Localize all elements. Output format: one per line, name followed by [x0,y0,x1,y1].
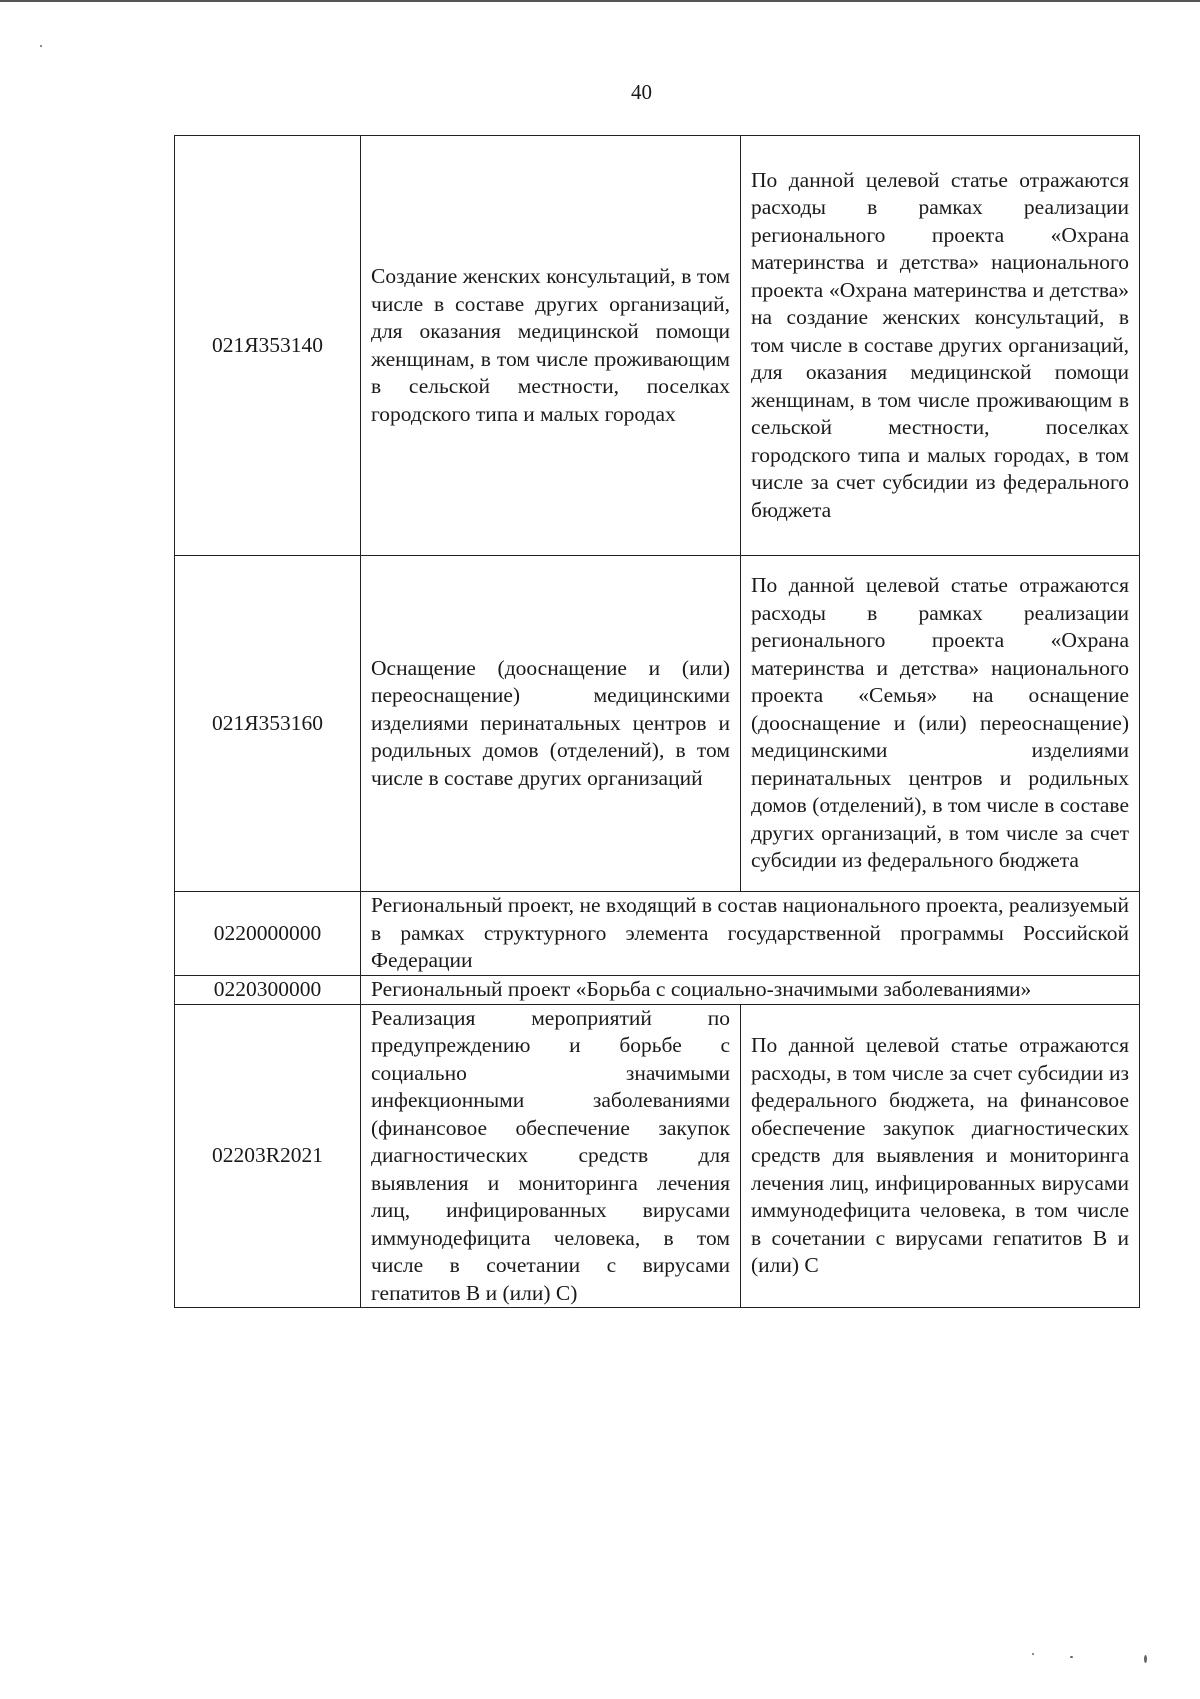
table-row [175,976,1140,1005]
table-row [175,892,1140,976]
target-name: Оснащение (дооснащение и (или) переоснащение) медицинскими изделиями перинатальных центров и родильных домов (отделений), в том числе в составе других организаций [361,556,741,892]
target-code: 0220000000 [175,892,361,976]
page-top-edge [0,0,1200,2]
target-code: 021Я353140 [175,136,361,556]
target-code: 021Я353160 [175,556,361,892]
project-title: Региональный проект, не входящий в состав национального проекта, реализуемый в рамках структурного элемента государственной программы Российской Федерации [361,892,1140,976]
scan-speck [1032,1653,1034,1655]
scan-speck [1070,1656,1073,1658]
project-title: Региональный проект «Борьба с социально-значимыми заболеваниями» [361,976,1140,1005]
budget-classification-table [174,135,1140,1308]
target-name: Создание женских консультаций, в том числе в составе других организаций, для оказания медицинской помощи женщинам, в том числе проживающим в сельской местности, поселках городского типа и малых городах [361,136,741,556]
scan-speck [1144,1655,1147,1663]
scan-speck [40,45,42,47]
table-row [175,1004,1140,1308]
target-description: По данной целевой статье отражаются расходы в рамках реализации регионального проекта «Охрана материнства и детства» национального проекта «Семья» на оснащение (дооснащение и (или) переоснащение) медицинскими изделиями перинатальных центров и родильных домов (отделений), в том числе в составе других организаций, в том числе за счет субсидии из федерального бюджета [741,556,1140,892]
page-number: 40 [631,80,652,104]
table-row [175,556,1140,892]
table-row [175,136,1140,556]
target-code: 0220300000 [175,976,361,1005]
target-description: По данной целевой статье отражаются расходы в рамках реализации регионального проекта «Охрана материнства и детства» национального проекта «Охрана материнства и детства» на создание женских консультаций, в том числе в составе других организаций, для оказания медицинской помощи женщинам, в том числе проживающим в сельской местности, поселках городского типа и малых городах, в том числе за счет субсидии из федерального бюджета [741,136,1140,556]
target-name: Реализация мероприятий по предупреждению и борьбе с социально значимыми инфекционными заболеваниями (финансовое обеспечение закупок диагностических средств для выявления и мониторинга лечения лиц, инфицированных вирусами иммунодефицита человека, в том числе в сочетании с вирусами гепатитов B и (или) C) [361,1004,741,1308]
target-description: По данной целевой статье отражаются расходы, в том числе за счет субсидии из федерального бюджета, на финансовое обеспечение закупок диагностических средств для выявления и мониторинга лечения лиц, инфицированных вирусами иммунодефицита человека, в том числе в сочетании с вирусами гепатитов B и (или) C [741,1004,1140,1308]
target-code: 02203R2021 [175,1004,361,1308]
